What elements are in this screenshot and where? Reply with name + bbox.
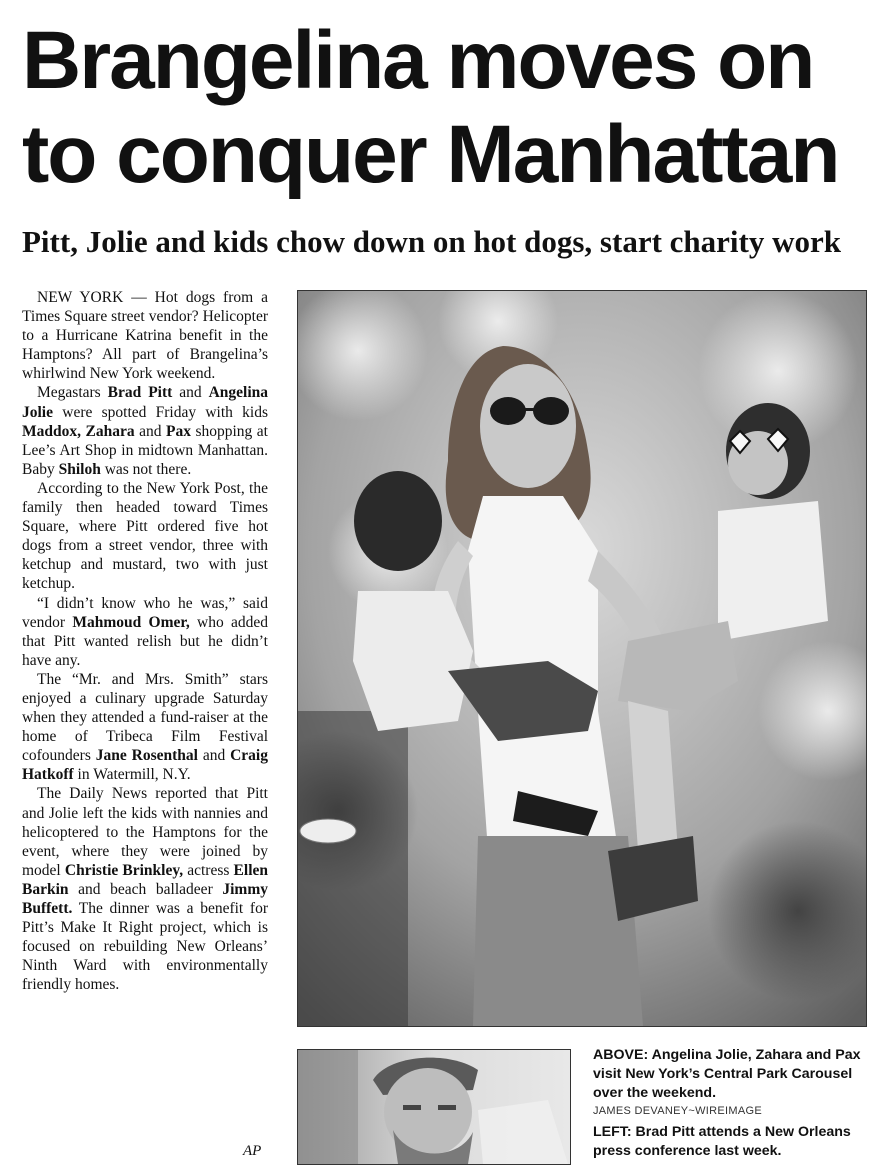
text-run: were spotted Friday with kids [53, 403, 268, 421]
bold-name: Craig Hatkoff [22, 747, 268, 784]
bold-name: Jimmy Buffett. [22, 880, 268, 917]
text-run: The “Mr. and Mrs. Smith” stars enjoyed a culinary upgrade Saturday when they attended a fund-raiser at the home of Tribeca Film Festival cofounders [22, 670, 268, 765]
bold-name: Mahmoud Omer, [72, 613, 190, 631]
caption-block [593, 1046, 873, 1161]
subheadline: Pitt, Jolie and kids chow down on hot dogs, start charity work [22, 224, 841, 259]
text-run: The Daily News reported that Pitt and Jolie left the kids with nannies and helicoptered to the Hamptons for the event, where they were joined by model [22, 785, 268, 879]
text-run: who added that Pitt wanted relish but he didn’t have any. [22, 613, 268, 669]
text-run: and [197, 747, 231, 765]
article-paragraph [22, 288, 268, 383]
text-run: and [172, 384, 209, 402]
photo-credit: JAMES DEVANEY~WIREIMAGE [593, 1105, 762, 1117]
article-paragraph [22, 670, 268, 785]
bold-name: Angelina Jolie [22, 384, 269, 421]
article-paragraph [22, 784, 268, 994]
text-run: NEW YORK — Hot dogs from a Times Square street vendor? Helicopter to a Hurricane Katrina benefit in the Hamptons? All part of Brangelina’s whirlwind New York weekend. [22, 289, 268, 383]
article-paragraph [22, 383, 268, 478]
text-run: and beach balladeer [68, 880, 223, 898]
article-paragraph [22, 479, 268, 594]
headline [22, 14, 872, 202]
bold-name: Jane Rosenthal [95, 747, 198, 765]
text-run: in Watermill, N.Y. [73, 766, 191, 784]
text-run: According to the New York Post, the family then headed toward Times Square, where Pitt ordered five hot dogs from a street vendor, three with ketchup and mustard, two with just ketchup. [22, 479, 268, 593]
wire-credit: AP [243, 1143, 262, 1159]
text-run: “I didn’t know who he was,” said vendor [22, 594, 268, 631]
inset-photo [297, 1049, 571, 1165]
article-paragraph [22, 594, 268, 670]
headline-line-1: Brangelina moves on [22, 15, 814, 106]
bold-name: Maddox, Zahara [22, 422, 135, 440]
bold-name: Ellen Barkin [22, 861, 268, 898]
headline-line-2: to conquer Manhattan [22, 109, 839, 200]
article-body [22, 288, 268, 994]
bold-name: Brad Pitt [107, 384, 173, 402]
caption-above: ABOVE: Angelina Jolie, Zahara and Pax visit New York’s Central Park Carousel over the weekend. [593, 1047, 861, 1101]
caption-left: LEFT: Brad Pitt attends a New Orleans press conference last week. [593, 1124, 851, 1159]
text-run: Megastars [37, 384, 108, 402]
text-run: actress [183, 861, 234, 879]
main-photo [297, 290, 867, 1027]
bold-name: Shiloh [58, 460, 101, 478]
text-run: The dinner was a benefit for Pitt’s Make It Right project, which is focused on rebuilding New Orleans’ Ninth Ward with environmentally friendly homes. [22, 900, 268, 994]
text-run: was not there. [100, 460, 192, 478]
bold-name: Christie Brinkley, [64, 861, 184, 879]
bold-name: Pax [165, 422, 191, 440]
text-run: and [134, 422, 166, 440]
text-run: shopping at Lee’s Art Shop in midtown Manhattan. Baby [22, 422, 268, 478]
